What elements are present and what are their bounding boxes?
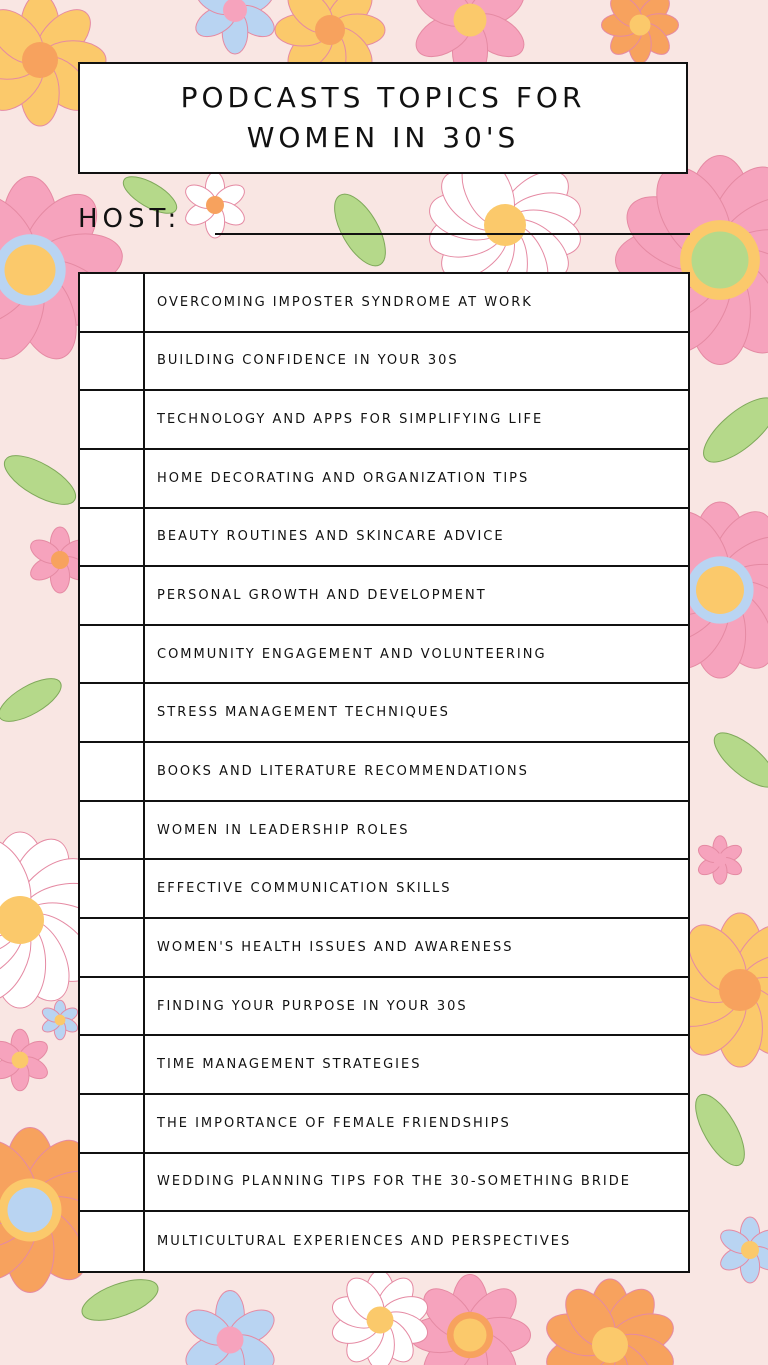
flower-decoration — [190, 0, 279, 54]
flower-decoration — [541, 1279, 678, 1365]
checkbox[interactable] — [80, 333, 145, 390]
leaf-decoration — [0, 446, 83, 514]
flower-decoration — [410, 1275, 531, 1365]
list-item — [80, 802, 688, 861]
host-field[interactable] — [215, 233, 690, 235]
topic-label: THE IMPORTANCE OF FEMALE FRIENDSHIPS — [157, 1115, 511, 1131]
list-item — [80, 978, 688, 1037]
flower-decoration — [717, 1217, 768, 1283]
leaf-decoration — [324, 186, 395, 273]
topic-label: COMMUNITY ENGAGEMENT AND VOLUNTEERING — [157, 646, 547, 662]
checkbox[interactable] — [80, 509, 145, 566]
flower-decoration — [180, 1291, 280, 1365]
leaf-decoration — [694, 387, 768, 472]
list-item — [80, 333, 688, 392]
topic-label: BOOKS AND LITERATURE RECOMMENDATIONS — [157, 763, 529, 779]
list-item — [80, 1212, 688, 1271]
flower-decoration — [328, 1271, 431, 1365]
topic-label: EFFECTIVE COMMUNICATION SKILLS — [157, 881, 452, 897]
topic-label: BEAUTY ROUTINES AND SKINCARE ADVICE — [157, 529, 505, 545]
list-item — [80, 860, 688, 919]
list-item — [80, 919, 688, 978]
checkbox[interactable] — [80, 684, 145, 741]
topic-label: FINDING YOUR PURPOSE IN YOUR 30S — [157, 998, 468, 1014]
topic-label: BUILDING CONFIDENCE IN YOUR 30S — [157, 353, 459, 369]
flower-decoration — [40, 1000, 80, 1040]
topic-checklist — [78, 272, 690, 1273]
flower-decoration — [696, 836, 745, 884]
checkbox[interactable] — [80, 860, 145, 917]
topic-label: OVERCOMING IMPOSTER SYNDROME AT WORK — [157, 294, 533, 310]
checkbox[interactable] — [80, 743, 145, 800]
list-item — [80, 1095, 688, 1154]
checkbox[interactable] — [80, 919, 145, 976]
list-item — [80, 450, 688, 509]
checkbox[interactable] — [80, 802, 145, 859]
topic-label: PERSONAL GROWTH AND DEVELOPMENT — [157, 588, 487, 604]
checkbox[interactable] — [80, 450, 145, 507]
title-box — [78, 62, 688, 174]
topic-label: TIME MANAGEMENT STRATEGIES — [157, 1057, 422, 1073]
topic-label: TECHNOLOGY AND APPS FOR SIMPLIFYING LIFE — [157, 412, 544, 428]
topic-label: STRESS MANAGEMENT TECHNIQUES — [157, 705, 450, 721]
list-item — [80, 274, 688, 333]
checkbox[interactable] — [80, 391, 145, 448]
checkbox[interactable] — [80, 274, 145, 331]
flower-decoration — [0, 1029, 51, 1091]
topic-label: MULTICULTURAL EXPERIENCES AND PERSPECTIVES — [157, 1234, 572, 1250]
leaf-decoration — [686, 1087, 754, 1172]
checkbox[interactable] — [80, 1212, 145, 1271]
checkbox[interactable] — [80, 978, 145, 1035]
topic-label: WOMEN IN LEADERSHIP ROLES — [157, 822, 410, 838]
leaf-decoration — [0, 670, 67, 729]
checkbox[interactable] — [80, 567, 145, 624]
checkbox[interactable] — [80, 626, 145, 683]
page-title-line-2: WOMEN IN 30'S — [246, 121, 520, 154]
checkbox[interactable] — [80, 1154, 145, 1211]
list-item — [80, 626, 688, 685]
flower-decoration — [182, 172, 249, 238]
flower-decoration — [602, 0, 679, 64]
leaf-decoration — [77, 1271, 163, 1328]
topic-label: WOMEN'S HEALTH ISSUES AND AWARENESS — [157, 939, 514, 955]
topic-label: HOME DECORATING AND ORGANIZATION TIPS — [157, 470, 530, 486]
checkbox[interactable] — [80, 1036, 145, 1093]
list-item — [80, 391, 688, 450]
list-item — [80, 567, 688, 626]
list-item — [80, 509, 688, 568]
host-label: HOST: — [78, 204, 182, 234]
leaf-decoration — [706, 724, 768, 796]
list-item — [80, 743, 688, 802]
page-title-line-1: PODCASTS TOPICS FOR — [180, 81, 586, 114]
topic-label: WEDDING PLANNING TIPS FOR THE 30-SOMETHING BRIDE — [157, 1174, 631, 1190]
list-item — [80, 1154, 688, 1213]
list-item — [80, 684, 688, 743]
list-item — [80, 1036, 688, 1095]
checkbox[interactable] — [80, 1095, 145, 1152]
